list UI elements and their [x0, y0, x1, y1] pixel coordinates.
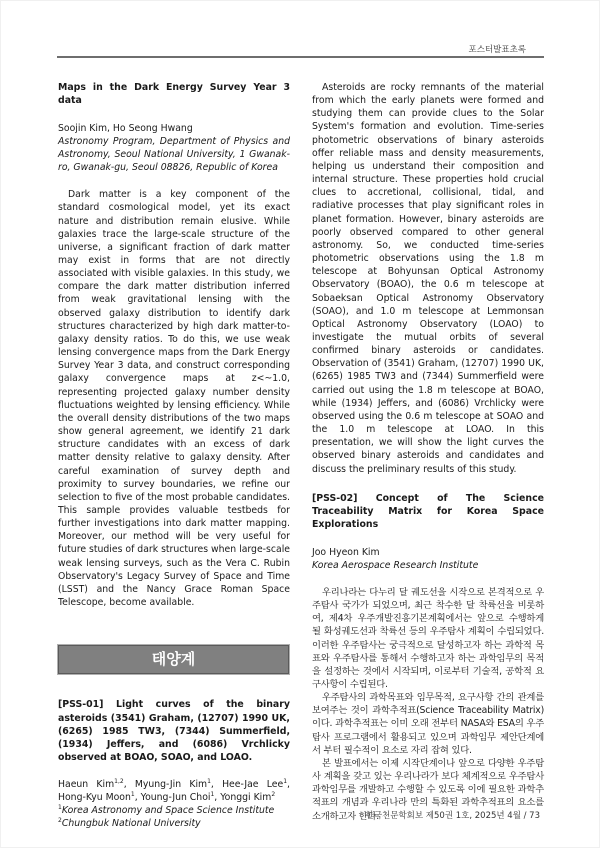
page-footer: 한국천문학회보 제50권 1호, 2025년 4월 / 73	[365, 811, 540, 821]
abstract-authors: Soojin Kim, Ho Seong Hwang	[58, 122, 193, 134]
section-header-solar-system	[58, 645, 289, 674]
author: Haeun Kim	[58, 778, 115, 790]
pss01-affiliation-2	[58, 817, 290, 830]
pss01-authors: Haeun Kim$^{1,2}$, Myung-Jin Kim$^1$, Hee-Jae Lee$^1$, Hong-Kyu Moon$^1$, Young-Jun Choi$^1$, Yonggi Kim$^2$	[58, 777, 290, 803]
author-sup: 1,2	[114, 777, 124, 785]
pss02-paragraph-2: 우주탐사의 과학목표와 임무목적, 요구사항 간의 관계를 보여주는 것이 과학추적표(Science Traceability Matrix)이다. 과학추적표는 이미 오래 전부터 NASA와 ESA의 우주탐사 프로그램에서 활용되고 있으며 과학임무 제안단계에서 부터 필수적이 요소로 자리 잡혀 있다.	[312, 692, 544, 756]
journal-page	[1, 1, 599, 847]
author-sup: 2	[271, 790, 276, 798]
pss01-affiliation-1	[58, 804, 290, 817]
author: Hong-Kyu Moon	[58, 791, 131, 803]
pss02-paragraph-1: 우리나라는 다누리 달 궤도선을 시작으로 본격적으로 우주탐사 국가가 되었으며, 최근 착수한 달 착륙선을 비롯하여, 제4차 우주개발진흥기본계획에서는 앞으로 수행하게 될 화성궤도선과 착륙선 등의 우주탐사 계획이 수립되었다. 이러한 우주탐사는 궁극적으로 달성하고자 하는 과학적 목표와 우주탐사를 통해서 수행하고자 하는 과학임무의 목적을 설정하는 것에서 시작되며, 이로부터 기술적, 공학적 요구사항이 수립된다.	[312, 586, 544, 690]
right-column	[312, 81, 544, 823]
affil-name: Chungbuk National University	[61, 818, 201, 830]
author: Young-Jun Choi	[140, 791, 211, 803]
abstract-affiliation: Astronomy Program, Department of Physics and Astronomy, Seoul National University, 1 Gwanak-ro, Gwanak-gu, Seoul 08826, Republic of Korea	[58, 135, 290, 174]
pss01-title: [PSS-01] Light curves of the binary asteroids (3541) Graham, (12707) 1990 UK, (6265) 1985 TW3, (7344) Summerfield, (1934) Jeffers, and (6086) Vrchlicky observed at BOAO, SOAO, and LOAO.	[58, 699, 290, 764]
author-sup: 1	[207, 777, 211, 785]
affil-sup: 1	[58, 804, 62, 812]
author-sup: 1	[130, 790, 135, 798]
pss02-paragraph-3: 본 발표에서는 이제 시작단계이나 앞으로 다양한 우주탐사 계획을 갖고 있는 우리나라가 보다 체계적으로 우주탐사 과학임무를 개발하고 수행할 수 있도록 이에 필요한 과학추적표의 개념과 우리나라 만의 특화된 과학추적표의 요소를 소개하고자 한다.	[312, 757, 544, 822]
left-column	[58, 81, 290, 830]
author: Myung-Jin Kim	[134, 778, 208, 790]
author-sup: 1	[210, 790, 215, 798]
author: Yonggi Kim	[220, 791, 272, 803]
pss02-affiliation: Korea Aerospace Research Institute	[312, 559, 479, 571]
author-sup: 1	[283, 777, 288, 785]
affil-sup: 2	[58, 817, 62, 825]
header-rule	[57, 56, 544, 58]
pss02-title: [PSS-02] Concept of The Science Traceability Matrix for Korea Space Explorations	[312, 492, 544, 531]
author: Hee-Jae Lee	[222, 778, 284, 790]
pss01-body: Asteroids are rocky remnants of the material from which the early planets were formed and studying them can provide clues to the Solar System's formation and evolution. Time-series photometric observations of binary asteroids offer reliable mass and density measurements, helping us understand their composition and internal structure. These properties hold crucial clues to accretional, collisional, tidal, and radiative processes that play significant roles in planet formation. However, binary asteroids are poorly observed compared to other general astronomy. So, we conducted time-series photometric observations using the 1.8 m telescope at Bohyunsan Optical Astronomy Observatory (BOAO), the 0.6 m telescope at Sobaeksan Optical Astronomy Observatory (SOAO), and 1.0 m telescope at Lemmonsan Optical Astronomy Observatory (LOAO) to investigate the mutual orbits of several confirmed binary asteroids or candidates. Observation of (3541) Graham, (12707) 1990 UK, (6265) 1985 TW3 and (7344) Summerfield were carried out using the 1.8 m telescope at BOAO, while (1934) Jeffers, and (6086) Vrchlicky were observed using the 0.6 m telescope at SOAO and the 1.0 m telescope at LOAO. In this presentation, we will show the light curves the observed binary asteroids and candidates and discuss the preliminary results of this study.	[312, 82, 544, 475]
abstract-body: Dark matter is a key component of the standard cosmological model, yet its exact nature and distribution remain elusive. While galaxies trace the large-scale structure of the universe, a significant fraction of dark matter may exist in forms that are not directly associated with visible galaxies. In this study, we compare the dark matter distribution inferred from weak gravitational lensing with the observed galaxy distribution to identify dark structures characterized by high dark matter-to-galaxy density ratios. To do this, we use weak lensing convergence maps from the Dark Energy Survey Year 3 data, and construct corresponding galaxy convergence maps at z<~1.0, representing projected galaxy number density fluctuations weighted by lensing efficiency. While the overall density distributions of the two maps show general agreement, we identify 21 dark structure candidates with an excess of dark matter density relative to galaxy density. After careful examination of survey depth and proximity to survey boundaries, we refine our selection to five of the most probable candidates. This sample provides valuable testbeds for further investigations into dark matter mapping. Moreover, our method will be very useful for future studies of dark structures when large-scale weak lensing surveys, such as the Vera C. Rubin Observatory's Legacy Survey of Space and Time (LSST) and the Nancy Grace Roman Space Telescope, become available.	[58, 189, 290, 609]
affil-name: Korea Astronomy and Space Science Institute	[61, 805, 275, 817]
section-header-label: 태양계	[151, 650, 196, 669]
abstract-title: Maps in the Dark Energy Survey Year 3 data	[58, 82, 290, 107]
pss02-authors: Joo Hyeon Kim	[312, 546, 380, 558]
running-head: 포스터발표초록	[468, 45, 526, 55]
